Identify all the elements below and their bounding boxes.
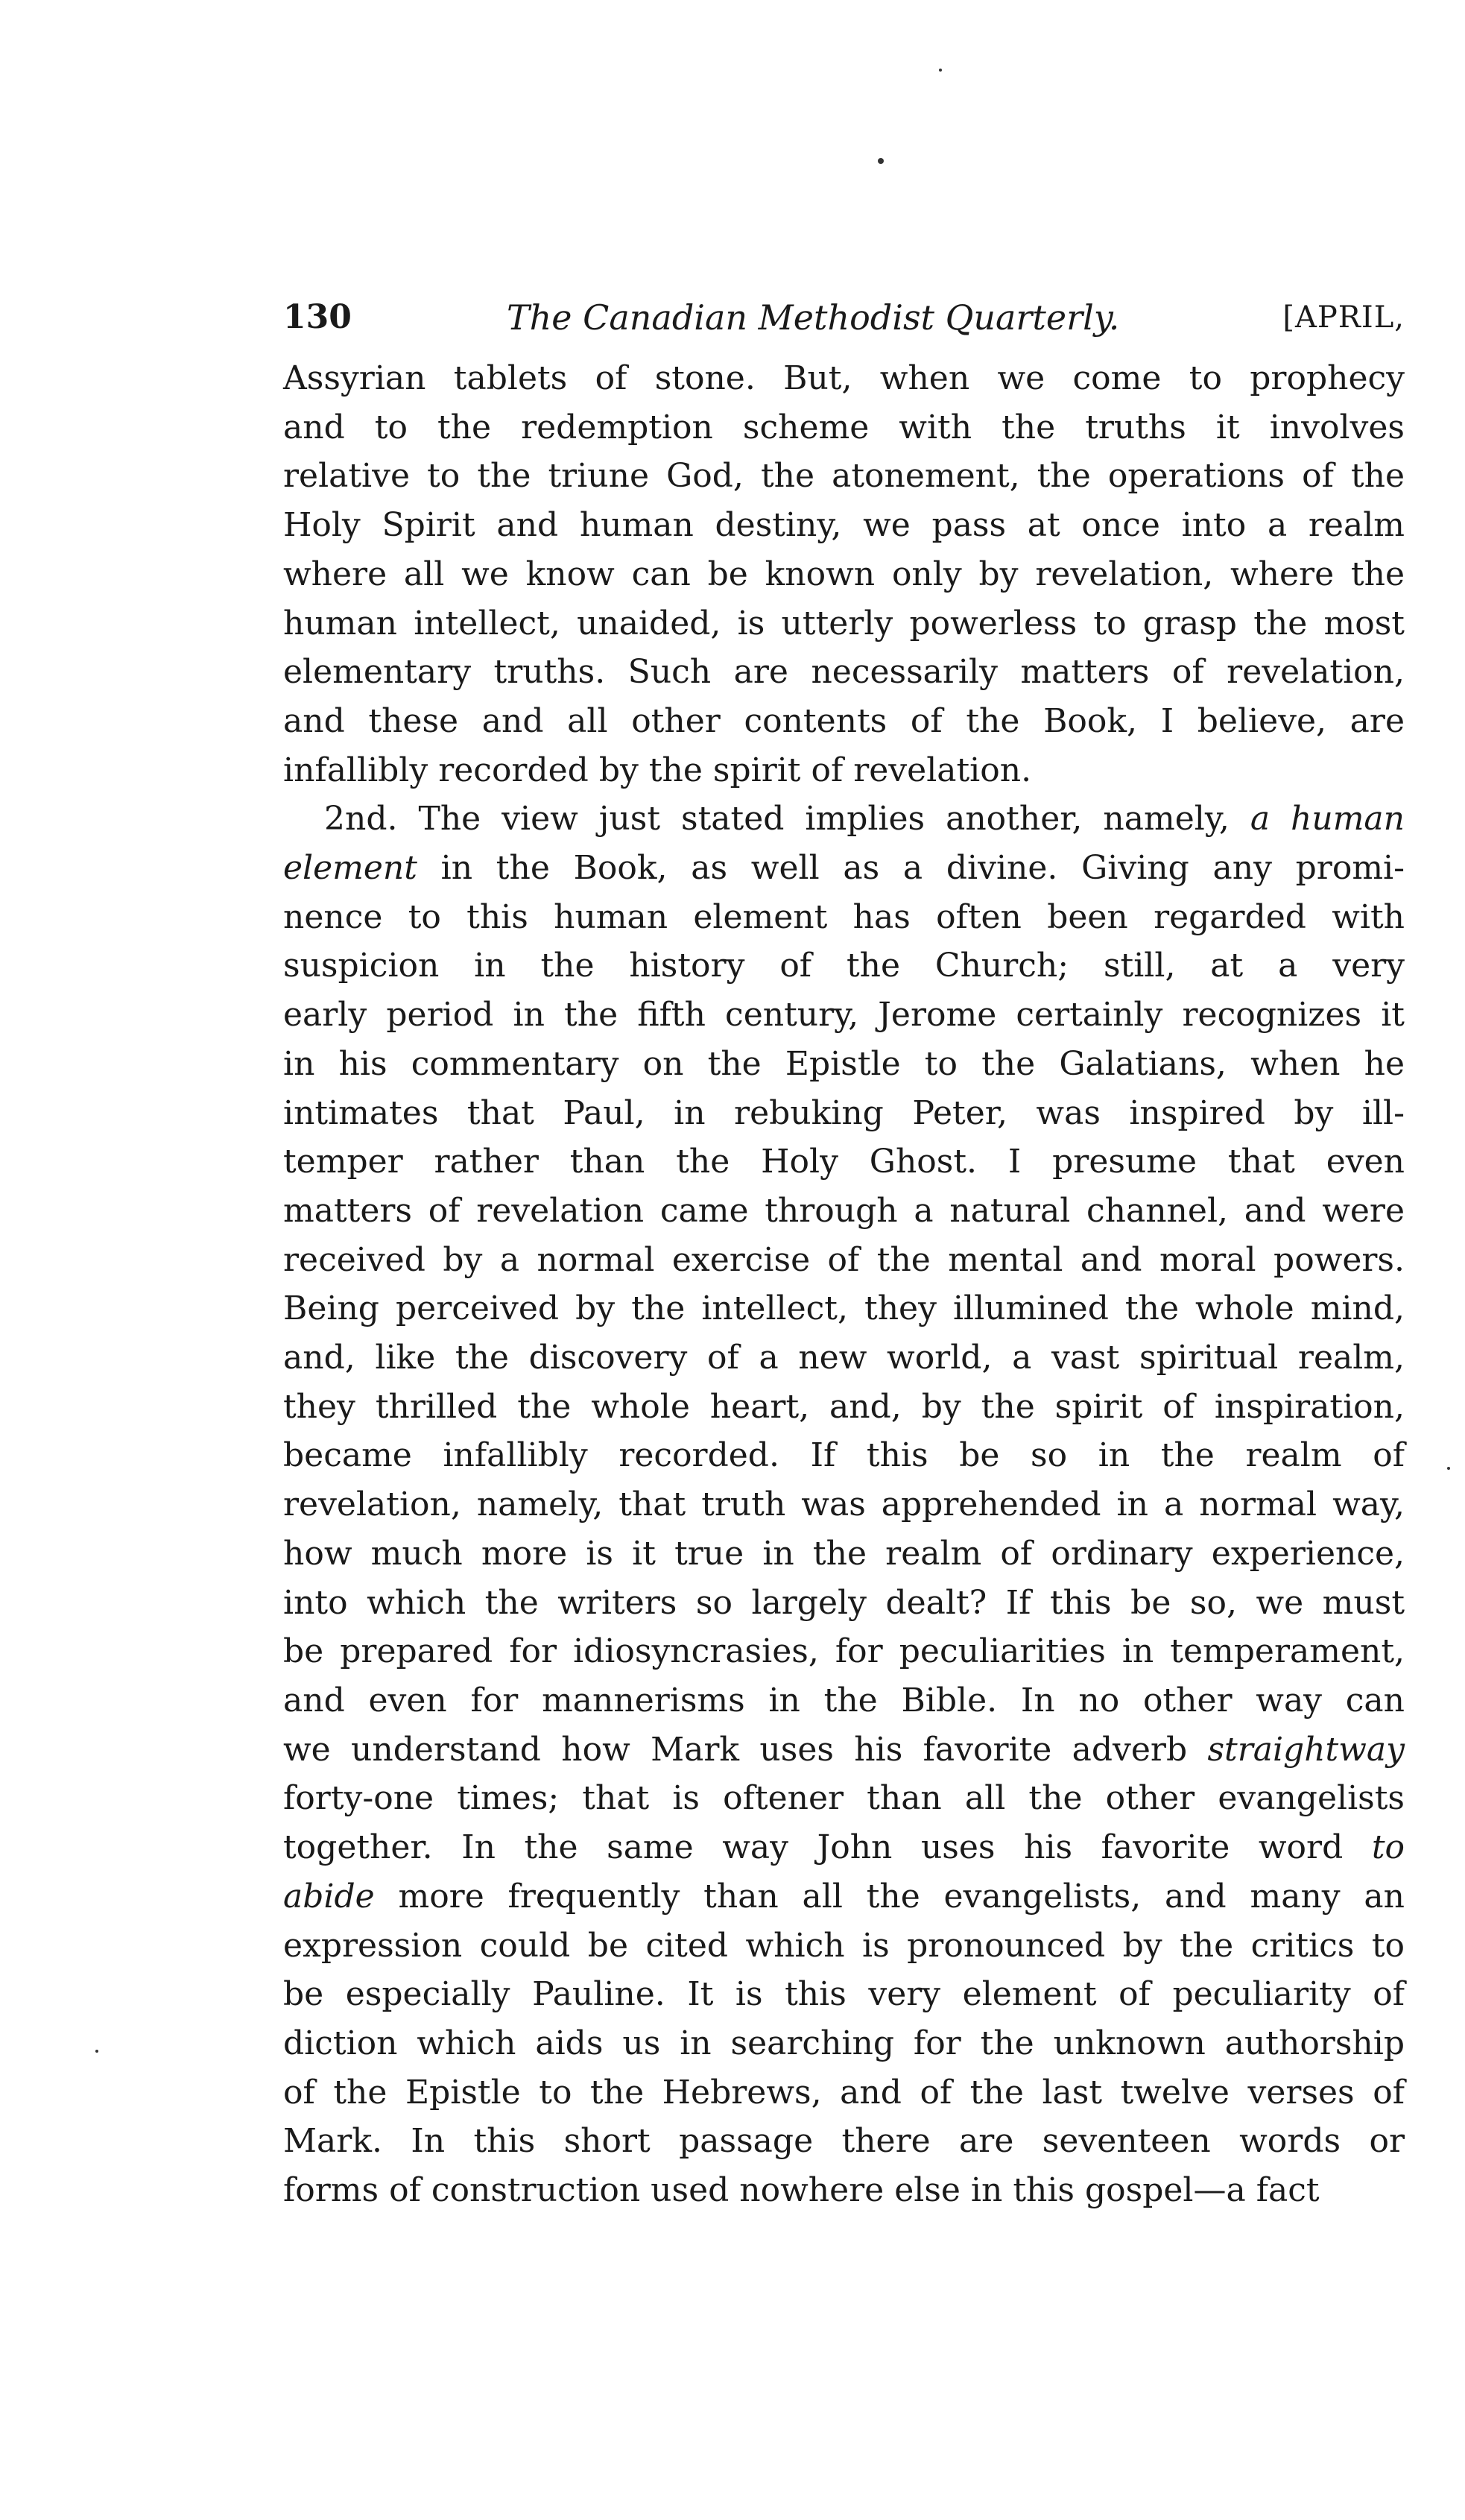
text-line — [283, 941, 1405, 991]
text-line — [283, 2068, 1405, 2118]
scan-speck-top — [939, 69, 942, 72]
text-line — [283, 991, 1405, 1040]
text-line — [283, 697, 1405, 746]
text-run: together. In the same way John uses his favorite word — [283, 1828, 1372, 1867]
text-run: Holy Spirit and human destiny, we pass at once into a realm — [283, 506, 1405, 545]
text-run: be especially Pauline. It is this very element of peculiarity of — [283, 1975, 1405, 2014]
text-line — [283, 1970, 1405, 2019]
journal-title: The Canadian Methodist Quarterly. — [507, 297, 1120, 338]
scan-speck-upper — [878, 158, 884, 164]
text-line — [283, 1089, 1405, 1138]
text-line — [283, 746, 1405, 795]
text-line — [283, 1480, 1405, 1529]
text-run: more frequently than all the evangelists, and many an — [374, 1877, 1405, 1916]
text-line — [283, 1236, 1405, 1285]
text-run: where all we know can be known only by revelation, where the — [283, 555, 1405, 593]
text-line — [283, 1921, 1405, 1971]
italic-text: abide — [283, 1877, 375, 1916]
text-run: expression could be cited which is pronounced by the critics to — [283, 1926, 1405, 1965]
text-run: forms of construction used nowhere else in this gospel—a fact — [283, 2171, 1320, 2210]
text-line — [283, 1137, 1405, 1187]
running-head — [283, 294, 1405, 341]
italic-text: to — [1371, 1828, 1405, 1867]
text-line — [283, 403, 1405, 452]
text-line — [283, 1284, 1405, 1333]
text-run: we understand how Mark uses his favorite adverb — [283, 1730, 1208, 1769]
text-run: revelation, namely, that truth was apprehended in a normal way, — [283, 1485, 1405, 1524]
text-line — [283, 354, 1405, 403]
text-run: relative to the triune God, the atonement, the operations of the — [283, 457, 1405, 496]
text-line — [283, 1774, 1405, 1823]
text-line — [283, 550, 1405, 599]
text-line — [283, 893, 1405, 942]
text-run: forty-one times; that is oftener than all the other evangelists — [283, 1779, 1405, 1818]
text-run: they thrilled the whole heart, and, by the spirit of inspiration, — [283, 1387, 1405, 1426]
text-run: became infallibly recorded. If this be so in the realm of — [283, 1436, 1405, 1475]
text-run: suspicion in the history of the Church; still, at a very — [283, 947, 1405, 985]
text-line — [283, 1040, 1405, 1089]
paragraph — [283, 354, 1405, 795]
text-run: Assyrian tablets of stone. But, when we come to prophecy — [283, 359, 1405, 397]
text-run: be prepared for idiosyncrasies, for peculiarities in temperament, — [283, 1632, 1405, 1671]
italic-text: element — [283, 849, 417, 888]
text-line — [283, 1872, 1405, 1921]
body-text — [283, 354, 1405, 2215]
text-line — [283, 1627, 1405, 1676]
text-line — [283, 1579, 1405, 1628]
text-line — [283, 795, 1405, 844]
text-run: and, like the discovery of a new world, a vast spiritual realm, — [283, 1339, 1405, 1377]
text-run: of the Epistle to the Hebrews, and of the last twelve verses of — [283, 2073, 1405, 2112]
text-run: diction which aids us in searching for the unknown authorship — [283, 2024, 1405, 2062]
paragraph — [283, 795, 1405, 2214]
text-line — [283, 2117, 1405, 2166]
text-line — [283, 1333, 1405, 1383]
text-line — [283, 2019, 1405, 2068]
text-line — [283, 1187, 1405, 1236]
text-run: temper rather than the Holy Ghost. I presume that even — [283, 1143, 1405, 1181]
text-run: received by a normal exercise of the mental and moral powers. — [283, 1240, 1405, 1279]
text-line — [283, 501, 1405, 550]
text-run: Mark. In this short passage there are seventeen words or — [283, 2122, 1405, 2161]
page-content — [283, 294, 1405, 2215]
text-line — [283, 1823, 1405, 1872]
text-line — [283, 1676, 1405, 1725]
text-run: and to the redemption scheme with the truths it involves — [283, 408, 1405, 446]
text-line — [283, 2166, 1405, 2215]
text-line — [283, 1431, 1405, 1480]
scan-speck-right-margin — [1447, 1467, 1450, 1470]
text-line — [283, 1383, 1405, 1432]
text-line — [283, 844, 1405, 893]
text-run: intimates that Paul, in rebuking Peter, was inspired by ill- — [283, 1093, 1405, 1132]
text-line — [283, 1529, 1405, 1579]
text-run: elementary truths. Such are necessarily matters of revelation, — [283, 653, 1405, 692]
text-run: in the Book, as well as a divine. Giving any promi- — [417, 849, 1405, 888]
text-run: early period in the fifth century, Jerome certainly recognizes it — [283, 996, 1405, 1035]
text-run: 2nd. The view just stated implies another, namely, — [324, 800, 1250, 839]
text-run: matters of revelation came through a natural channel, and were — [283, 1191, 1405, 1230]
text-line — [283, 452, 1405, 501]
italic-text: a human — [1250, 800, 1405, 839]
text-line — [283, 648, 1405, 697]
text-run: into which the writers so largely dealt? If this be so, we must — [283, 1583, 1405, 1622]
text-run: Being perceived by the intellect, they illumined the whole mind, — [283, 1289, 1405, 1328]
text-run: and even for mannerisms in the Bible. In no other way can — [283, 1681, 1405, 1720]
text-run: infallibly recorded by the spirit of revelation. — [283, 751, 1032, 789]
text-line — [283, 599, 1405, 648]
text-line — [283, 1725, 1405, 1775]
text-run: how much more is it true in the realm of ordinary experience, — [283, 1534, 1405, 1573]
text-run: human intellect, unaided, is utterly powerless to grasp the most — [283, 604, 1405, 642]
text-run: and these and all other contents of the Book, I believe, are — [283, 701, 1405, 740]
page-number: 130 — [283, 298, 352, 336]
italic-text: straightway — [1207, 1730, 1405, 1769]
scan-speck-left-margin — [95, 2050, 98, 2053]
issue-month: [APRIL, — [1282, 300, 1405, 335]
text-run: in his commentary on the Epistle to the Galatians, when he — [283, 1044, 1405, 1083]
text-run: nence to this human element has often been regarded with — [283, 897, 1405, 936]
